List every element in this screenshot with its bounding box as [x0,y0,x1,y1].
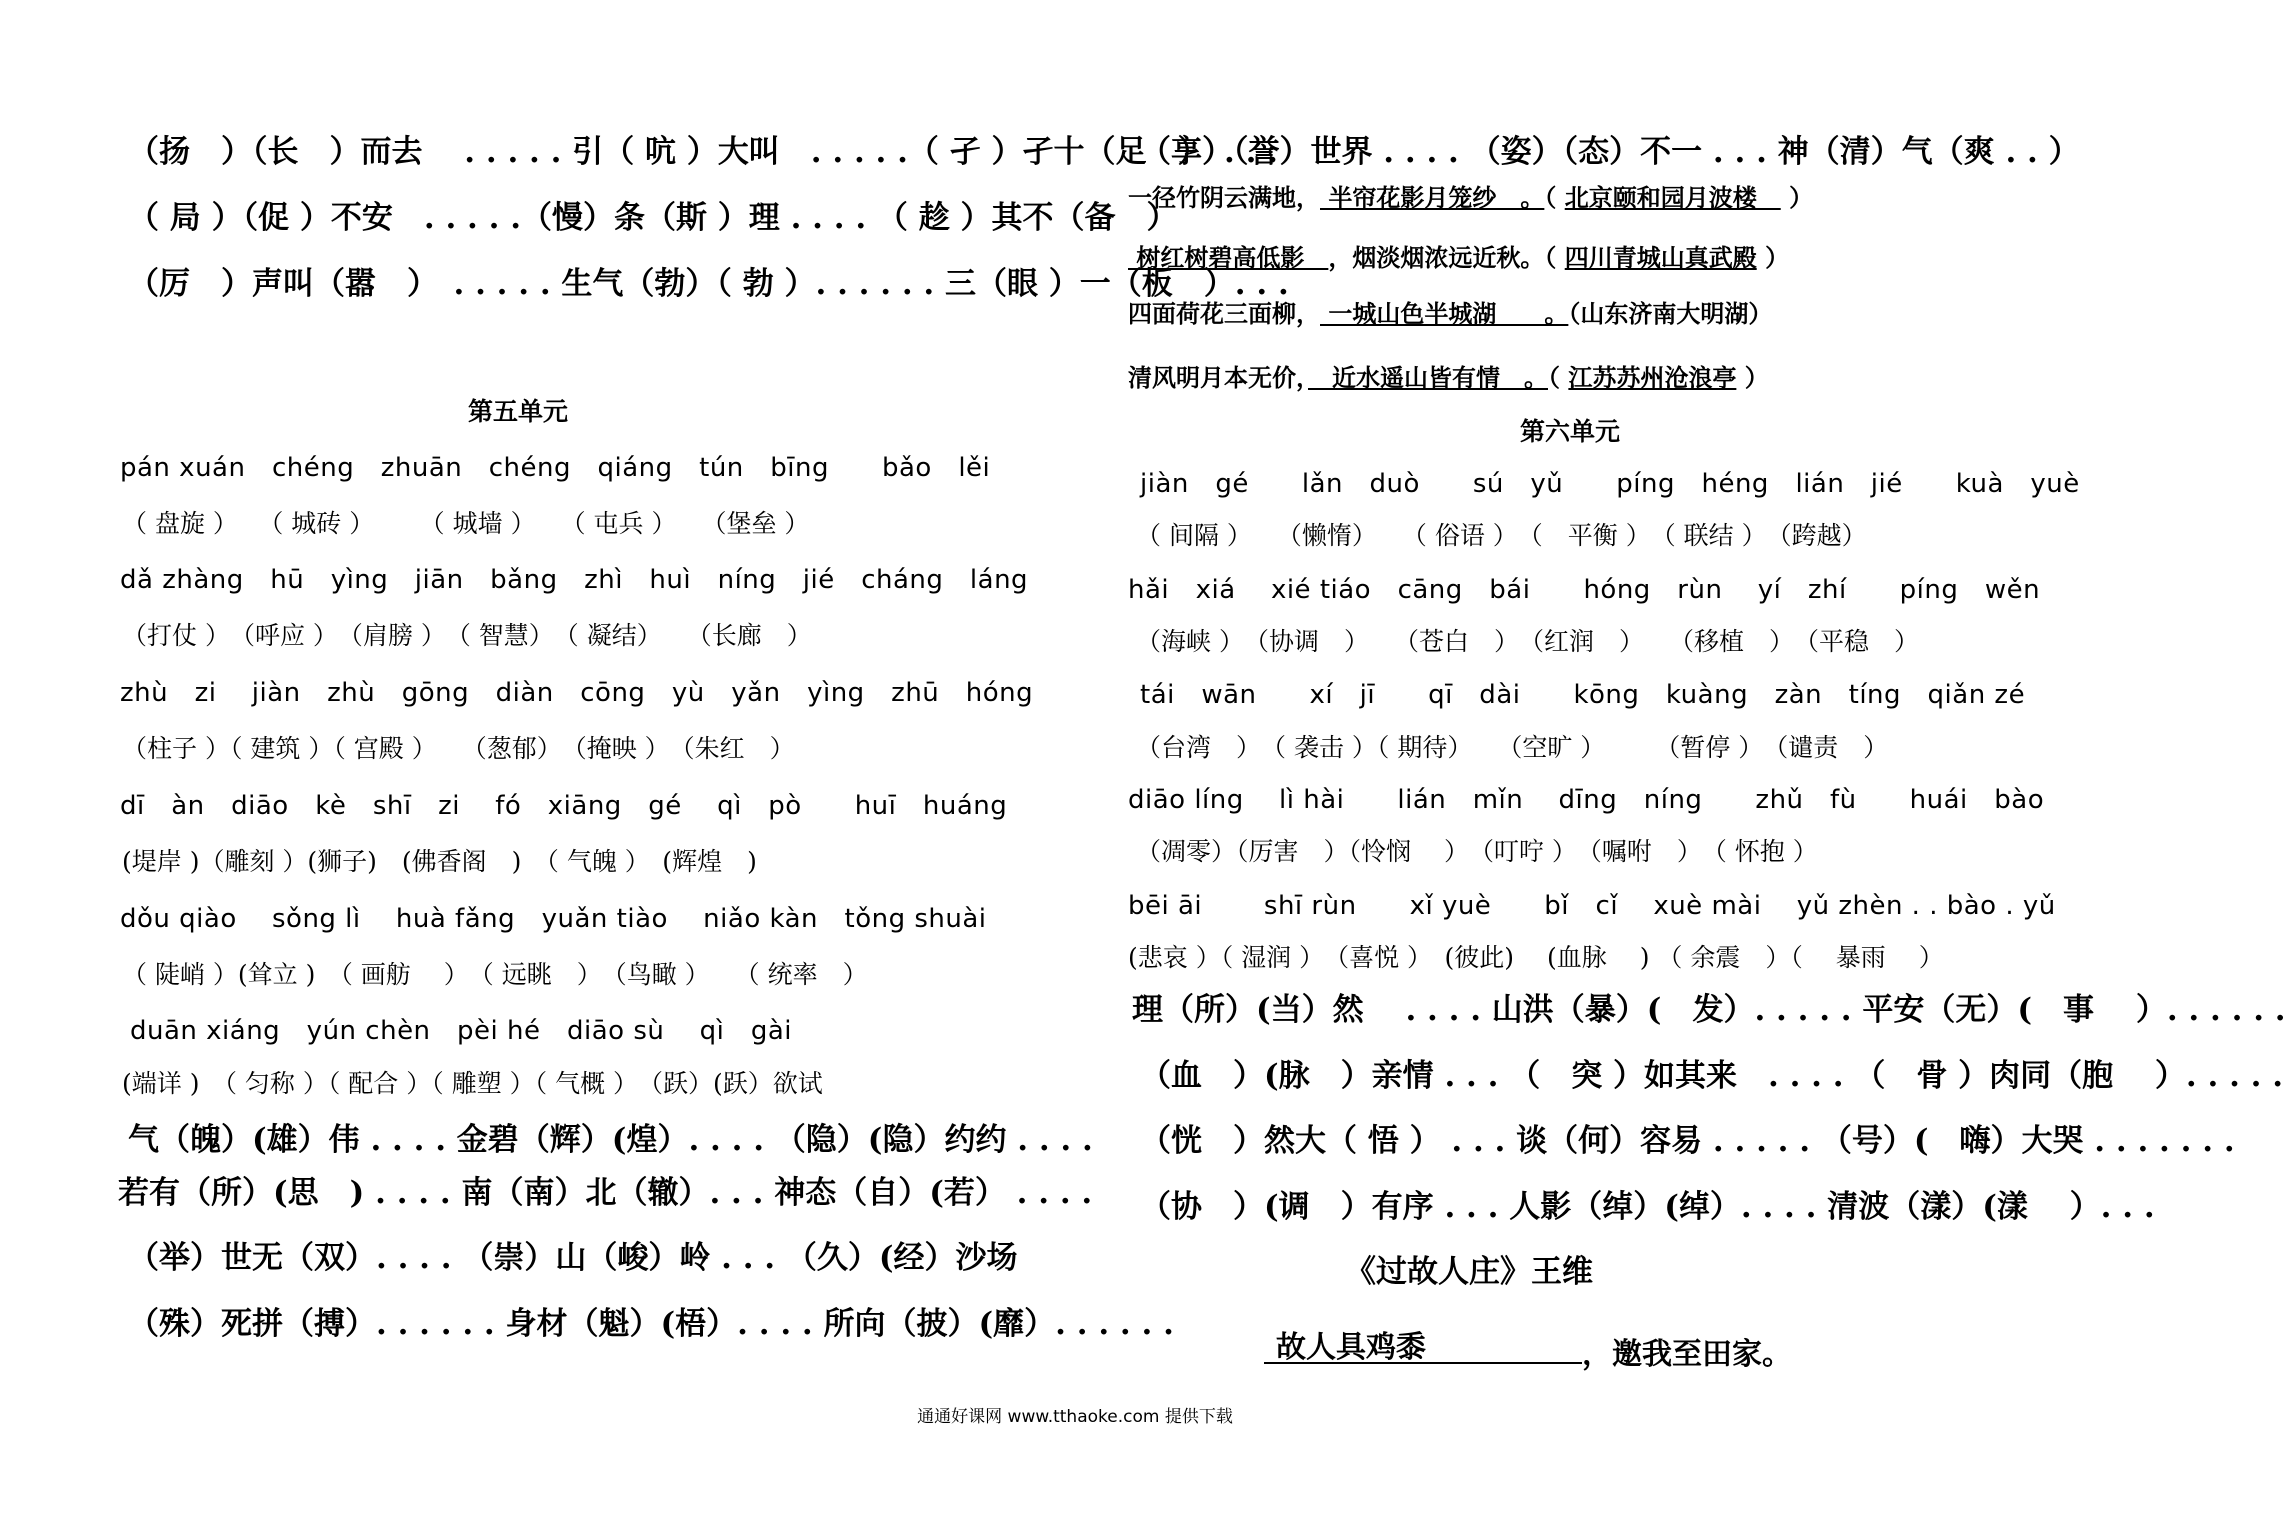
couplet-answer: 半帘花影月笼纱 。 [1320,183,1545,212]
right-idiom-row: （恍 ）然大（ 悟 ） . . . 谈（何）容易 . . . . . （号）( 嗨）大哭 . . . . . . . [1140,1123,2235,1159]
right-idiom-row: （协 ）(调 ）有序 . . . 人影（绰）(绰）. . . . 清波（漾）(漾 ）. . . [1140,1189,2155,1225]
couplet-line [1128,294,1772,334]
pinyin-row: dī àn diāo kè shī zi fó xiāng gé qì pò huī huáng [120,791,1008,821]
left-idiom-row: （厉 ）声叫（嚣 ） . . . . . 生气（勃）（ 勃 ）. . . . . . 三（眼 ）一（板 ）. . . [128,266,1289,302]
couplet-punct: ） [1756,243,1790,272]
couplet-prompt: 清风明月本无价， [1128,363,1308,392]
unit6-title: 第六单元 [1520,417,1621,446]
couplet-answer: 近水遥山皆有情 。 [1308,363,1548,392]
couplet-answer: 一城山色半城湖 。 [1320,299,1569,328]
pinyin-row: tái wān xí jī qī dài kōng kuàng zàn tíng qiǎn zé [1140,680,2026,710]
right-idiom-row: 理（所）(当）然 . . . . 山洪（暴）( 发）. . . . . 平安（无）( 事 ）. . . . . . [1132,992,2286,1028]
couplet-punct: （ [1548,363,1569,392]
couplet-place: 四川青城山真武殿 [1564,243,1757,272]
pinyin-row: diāo líng lì hài lián mǐn dīng níng zhǔ fù huái bào [1128,785,2045,815]
pinyin-row: bēi āi shī rùn xǐ yuè bǐ cǐ xuè mài yǔ zhèn . . bào . yǔ [1128,891,2056,921]
hanzi-row: (悲哀 ）（ 湿润 ） （喜悦 ） (彼此) (血脉 ) （ 余震 ）（ 暴雨 ） [1128,943,1944,972]
pinyin-row: dǎ zhàng hū yìng jiān bǎng zhì huì níng jié cháng láng [120,565,1029,595]
couplet-punct: ） [1748,299,1773,328]
poem-answer: 故人具鸡黍 [1276,1330,1426,1365]
couplet-place: 北京颐和园月波楼 [1564,183,1781,212]
pinyin-row: pán xuán chéng zhuān chéng qiáng tún bīng bǎo lěi [120,453,991,483]
pinyin-row: dǒu qiào sǒng lì huà fǎng yuǎn tiào niǎo kàn tǒng shuài [120,904,987,934]
couplet-place: 江苏苏州沧浪亭 [1568,363,1737,392]
left-idiom-row: （ 局 ）（促 ）不安 . . . . .（慢）条（斯 ）理 . . . . （ 趁 ）其不（备 ） [128,200,1178,236]
hanzi-row: （凋零）（厉害 ）（怜悯 ） （叮咛 ） （嘱咐 ） （ 怀抱 ） [1136,837,1818,866]
hanzi-row: （打仗 ） （呼应 ） （肩膀 ） （ 智慧） （ 凝结） （长廊 ） [122,621,812,650]
couplet-punct: （ [1568,299,1581,328]
pinyin-row: zhù zi jiàn zhù gōng diàn cōng yù yǎn yìng zhū hóng [120,678,1034,708]
right-idiom-row: （享）（誉）世界 . . . . （姿）（态）不一 . . . 神（清）气（爽 . . ） [1140,134,2080,170]
poem-title: 《过故人庄》王维 [1345,1254,1593,1290]
left-idiom-row: 若有（所）(思 ) . . . . 南（南）北（辙）. . . 神态（自）(若） . . . . [118,1175,1093,1211]
hanzi-row: (堤岸 )（雕刻 ）(狮子) (佛香阁 ) （ 气魄 ） (辉煌 ) [122,847,757,876]
hanzi-row: （海峡 ） （协调 ） （苍白 ） （红润 ） （移植 ） （平稳 ） [1136,627,1919,656]
couplet-punct: ） [1736,363,1769,392]
couplet-prompt: 一径竹阴云满地， [1128,183,1320,212]
poem-answer-blank [1264,1332,1582,1364]
poem-rest: ，邀我至田家。 [1582,1337,1792,1372]
left-idiom-row: 气（魄）(雄）伟 . . . . 金碧（辉）(煌）. . . . （隐）(隐）约约 . . . . [128,1122,1093,1158]
poem-line [1264,1332,1792,1375]
couplet-place: 山东济南大明湖 [1580,299,1749,328]
hanzi-row: （ 陡峭 ）(耸立 ) （ 画舫 ） （ 远眺 ） （鸟瞰 ） （ 统率 ） [122,960,868,989]
couplet-punct: ，烟淡烟浓远近秋。（ [1328,243,1565,272]
hanzi-row: （ 间隔 ） （懒惰） （ 俗语 ） （ 平衡 ） （ 联结 ） （跨越） [1136,521,1867,550]
pinyin-row: jiàn gé lǎn duò sú yǔ píng héng lián jié kuà yuè [1140,469,2080,499]
couplet-line [1128,358,1769,398]
couplet-punct: （ [1544,183,1565,212]
pinyin-row: duān xiáng yún chèn pèi hé diāo sù qì gài [130,1016,793,1046]
couplet-answer: 树红树碧高低影 [1128,243,1329,272]
pinyin-row: hǎi xiá xié tiáo cāng bái hóng rùn yí zhí píng wěn [1128,575,2041,605]
hanzi-row: （柱子 ）（ 建筑 ）（ 宫殿 ） （葱郁） （掩映 ） （朱红 ） [122,734,795,763]
footer-credit: 通通好课网 www.tthaoke.com 提供下载 [917,1407,1233,1427]
couplet-line [1128,238,1789,278]
couplet-punct: ） [1780,183,1814,212]
unit5-title: 第五单元 [468,397,569,426]
left-idiom-row: （举）世无（双）. . . . （崇）山（峻）岭 . . . （久）(经）沙场 [128,1240,1018,1276]
hanzi-row: (端详 ) （ 匀称 ）（ 配合 ）（ 雕塑 ）（ 气概 ） （跃）(跃）欲试 [122,1069,823,1098]
hanzi-row: （ 盘旋 ） （ 城砖 ） （ 城墙 ） （ 屯兵 ） （堡垒 ） [122,509,810,538]
left-idiom-row: （扬 ）（长 ）而去 . . . . . 引（ 吭 ）大叫 . . . . .（ 孑 ）孑十（足 ） . . . [128,134,1278,170]
left-idiom-row: （殊）死拼（搏）. . . . . . 身材（魁）(梧）. . . . 所向（披）(靡）. . . . . . [128,1306,1174,1342]
right-idiom-row: （血 ）(脉 ）亲情 . . . （ 突 ）如其来 . . . . （ 骨 ）肉同（胞 ）. . . . . [1140,1058,2284,1094]
hanzi-row: （台湾 ） （ 袭击 ）（ 期待） （空旷 ） （暂停 ） （谴责 ） [1136,733,1889,762]
couplet-prompt: 四面荷花三面柳， [1128,299,1320,328]
couplet-line [1128,178,1813,218]
